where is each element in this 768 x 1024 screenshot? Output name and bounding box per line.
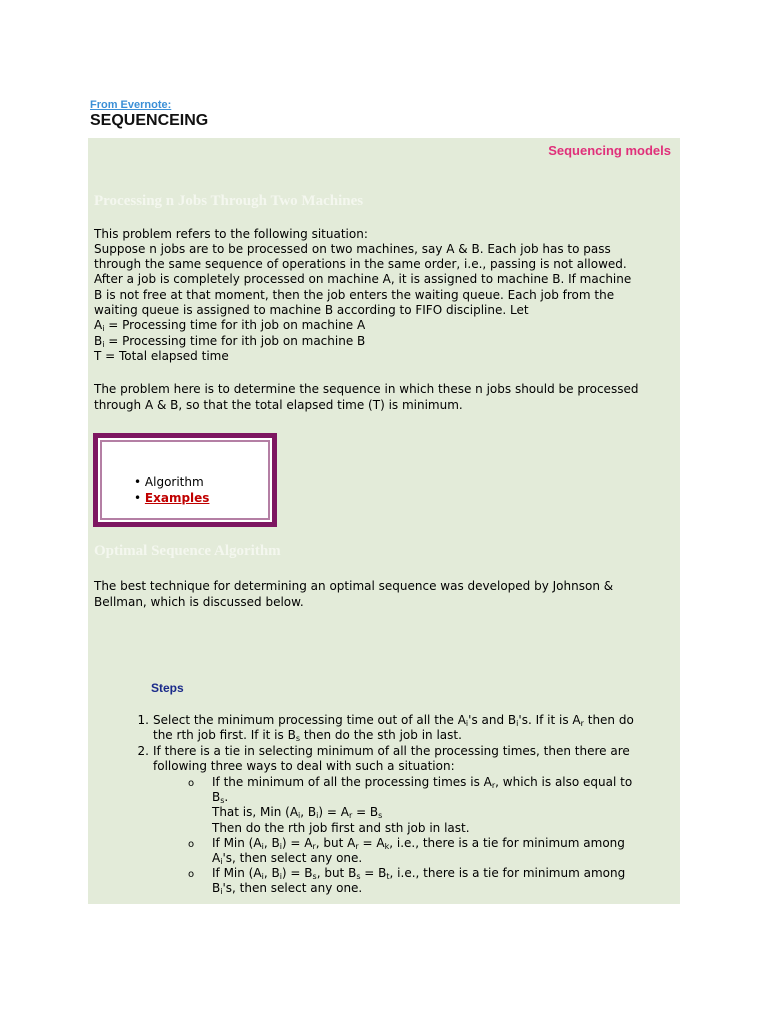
list-item-examples[interactable] (134, 491, 209, 507)
algorithm-links-box (93, 433, 277, 527)
section-heading-optimal: Optimal Sequence Algorithm (94, 543, 281, 559)
para-line: waiting queue is assigned to machine B according to FIFO discipline. Let (94, 303, 529, 317)
section-heading-processing: Processing n Jobs Through Two Machines (94, 193, 364, 209)
sub-bullet: o (188, 839, 195, 850)
problem-line: The problem here is to determine the sequence in which these n jobs should be processed (94, 382, 639, 396)
content-panel (88, 138, 680, 904)
step-1: 1. Select the minimum processing time out of all the $A_i's$ and $B_i's$. If it is $A_r$ then do the rth job first. If it is $B_s$ then do the sth job in last. (153, 713, 673, 743)
step-number: 2. (137, 744, 149, 758)
step-number: 1. (137, 713, 149, 727)
tie-case-2: o If Min ($A_i$, $B_i) = A_r$, but $A_r = A_k$, i.e., there is a tie for minimum among $A_i's$, then select any one. (188, 836, 625, 867)
step-2: 2. If there is a tie in selecting minimum of all the processing times, then there are following three ways to deal with such a situation: (153, 744, 673, 774)
algorithm-links-list (134, 475, 209, 506)
from-evernote-link[interactable]: From Evernote: (90, 99, 172, 111)
definition-t: T = Total elapsed time (94, 349, 229, 363)
sequencing-models-label: Sequencing models (548, 143, 671, 158)
best-technique-line: Bellman, which is discussed below. (94, 595, 304, 609)
tie-case-3: o If Min ($A_i$, $B_i) = B_s$, but $B_s = B_t$, i.e., there is a tie for minimum among $B_i's$, then select any one. (188, 866, 626, 897)
examples-link[interactable]: Examples (144, 490, 210, 505)
page-title: SEQUENCEING (90, 112, 209, 129)
para-line: through the same sequence of operations in the same order, i.e., passing is not allowed. (94, 257, 627, 271)
sub-bullet: o (188, 869, 195, 880)
best-technique-line: The best technique for determining an optimal sequence was developed by Johnson & (94, 579, 614, 593)
list-item-algorithm: • Algorithm (134, 475, 209, 491)
problem-line: through A & B, so that the total elapsed time (T) is minimum. (94, 398, 463, 412)
definition-a: $A_i$ = Processing time for ith job on machine A (94, 318, 366, 333)
tie-case-1: o If the minimum of all the processing times is $A_r$, which is also equal to $B_s$. That is, Min ($A_i$, $B_i) = A_r = B_s$ Then do the rth job first and sth job in last. (188, 775, 633, 835)
steps-label: Steps (151, 681, 184, 695)
para-line: After a job is completely processed on machine A, it is assigned to machine B. If machine (94, 272, 632, 286)
intro-text: This problem refers to the following situation: (94, 227, 368, 241)
definition-b: $B_i$ = Processing time for ith job on machine B (94, 334, 366, 349)
para-line: Suppose n jobs are to be processed on two machines, say A & B. Each job has to pass (94, 242, 611, 256)
sub-bullet: o (188, 778, 195, 789)
para-line: B is not free at that moment, then the job enters the waiting queue. Each job from the (94, 288, 615, 302)
